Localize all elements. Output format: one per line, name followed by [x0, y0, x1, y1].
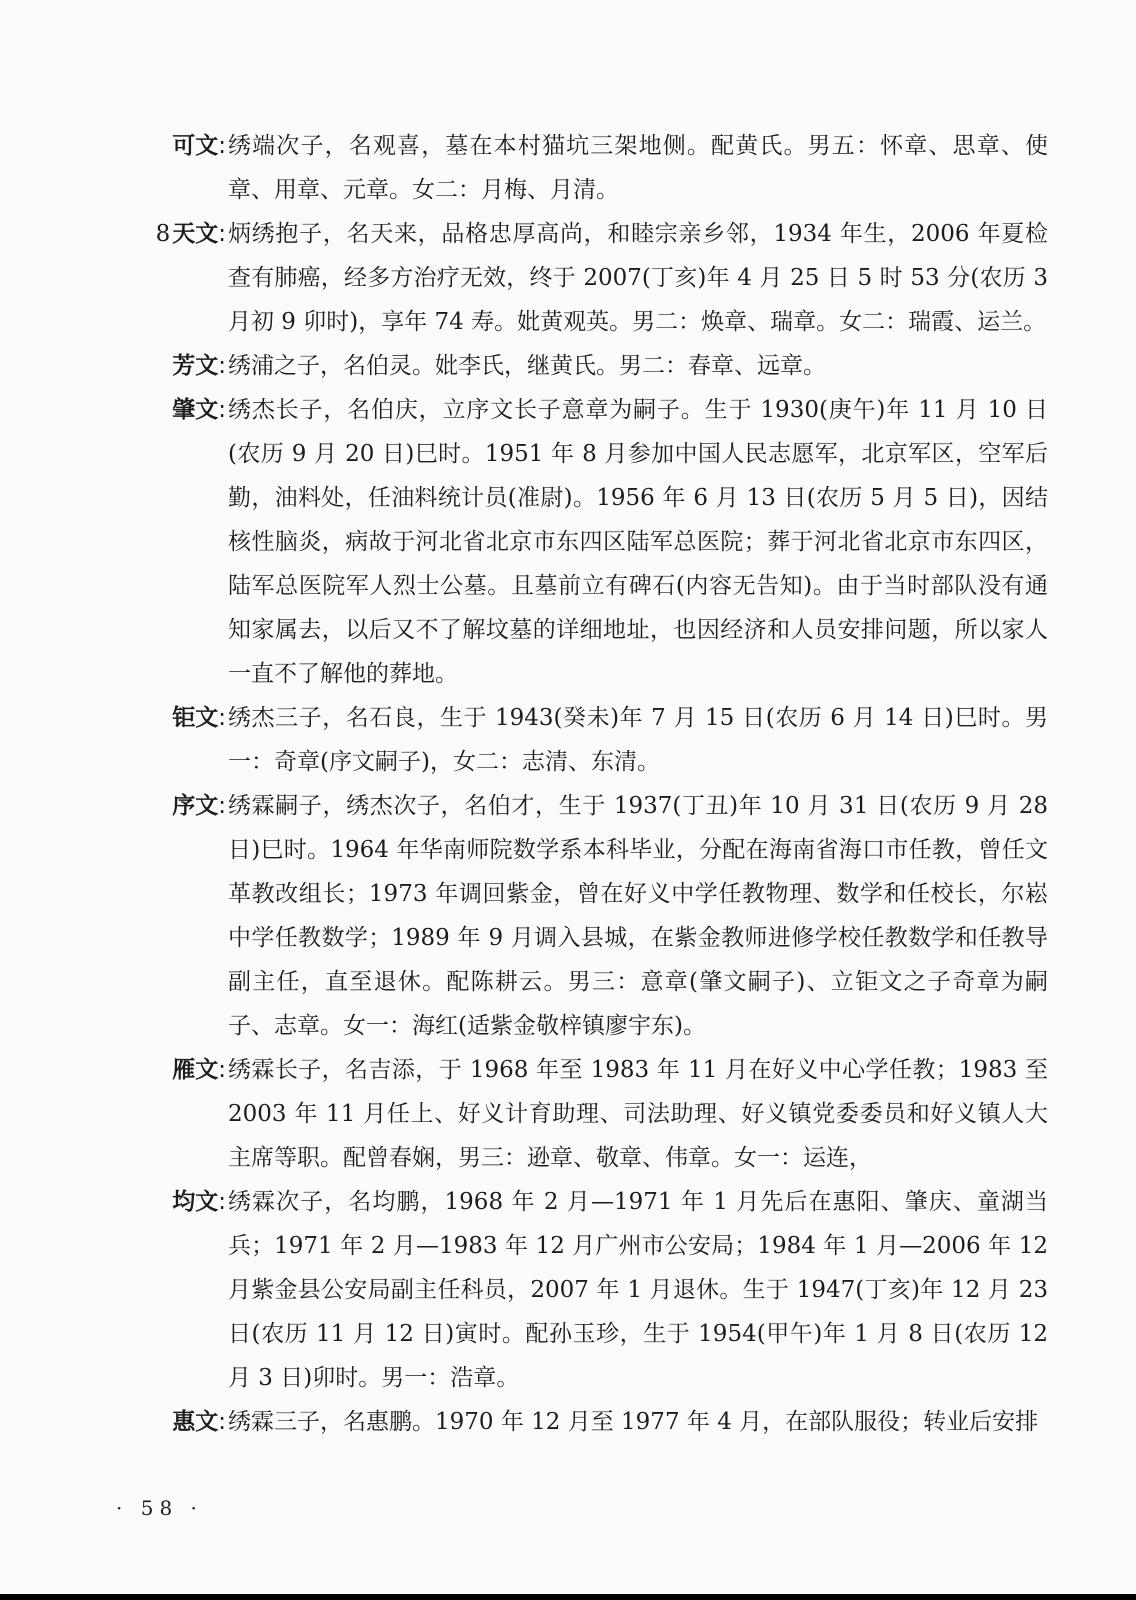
entry-colon: :	[218, 1189, 226, 1215]
entry-fangwen	[143, 344, 1048, 388]
entry-head	[143, 344, 226, 388]
page-number: · 58 ·	[116, 1496, 203, 1520]
entry-text: 绣杰长子，名伯庆，立序文长子意章为嗣子。生于 1930(庚午)年 11 月 10 日(农历 9 月 20 日)巳时。1951 年 8 月参加中国人民志愿军，北京军区，空军后勤，油料处，任油料统计员(准尉)。1956 年 6 月 13 日(农历 5 月 5 日)，因结核性脑炎，病故于河北省北京市东四区陆军总医院；葬于河北省北京市东四区，陆军总医院军人烈士公墓。且墓前立有碑石(内容无告知)。由于当时部队没有通知家属去，以后又不了解坟墓的详细地址，也因经济和人员安排问题，所以家人一直不了解他的葬地。	[228, 397, 1048, 687]
entry-name: 天文	[172, 221, 219, 247]
entry-name: 雁文	[172, 1057, 219, 1083]
entry-name: 惠文	[172, 1409, 219, 1435]
entry-text: 绣霖次子，名均鹏，1968 年 2 月—1971 年 1 月先后在惠阳、肇庆、童湖当兵；1971 年 2 月—1983 年 12 月广州市公安局；1984 年 1 月—2006 年 12 月紫金县公安局副主任科员，2007 年 1 月退休。生于 1947(丁亥)年 12 月 23 日(农历 11 月 12 日)寅时。配孙玉珍，生于 1954(甲午)年 1 月 8 日(农历 12 月 3 日)卯时。男一：浩章。	[228, 1189, 1048, 1391]
entry-juwen	[143, 696, 1048, 784]
entry-head	[143, 388, 226, 432]
entry-text: 绣端次子，名观喜，墓在本村猫坑三架地侧。配黄氏。男五：怀章、思章、使章、用章、元章。女二：月梅、月清。	[228, 133, 1048, 203]
entry-head	[143, 1180, 226, 1224]
entry-name: 均文	[172, 1189, 219, 1215]
entry-text: 绣浦之子，名伯灵。妣李氏，继黄氏。男二：春章、远章。	[228, 353, 826, 379]
entry-text: 绣霖嗣子，绣杰次子，名伯才，生于 1937(丁丑)年 10 月 31 日(农历 9 月 28 日)巳时。1964 年华南师院数学系本科毕业，分配在海南省海口市任教，曾任文革教改组长；1973 年调回紫金，曾在好义中学任教物理、数学和任校长，尔崧中学任教数学；1989 年 9 月调入县城，在紫金教师进修学校任教数学和任教导副主任，直至退休。配陈耕云。男三：意章(肇文嗣子)、立钜文之子奇章为嗣子、志章。女一：海红(适紫金敬梓镇廖宇东)。	[228, 793, 1048, 1039]
genealogy-entries	[143, 124, 1048, 1444]
entry-junwen	[143, 1180, 1048, 1400]
entry-yanwen	[143, 1048, 1048, 1180]
entry-head	[143, 784, 226, 828]
entry-name: 芳文	[172, 353, 219, 379]
entry-colon: :	[218, 397, 226, 423]
entry-name: 序文	[172, 793, 219, 819]
entry-text: 炳绣抱子，名天来，品格忠厚高尚，和睦宗亲乡邻，1934 年生，2006 年夏检查有肺癌，经多方治疗无效，终于 2007(丁亥)年 4 月 25 日 5 时 53 分(农历 3 月初 9 卯时)，享年 74 寿。妣黄观英。男二：焕章、瑞章。女二：瑞霞、运兰。	[228, 221, 1048, 335]
entry-head	[143, 212, 226, 256]
entry-colon: :	[218, 705, 226, 731]
entry-name: 肇文	[172, 397, 219, 423]
entry-text: 绣杰三子，名石良，生于 1943(癸未)年 7 月 15 日(农历 6 月 14 日)巳时。男一：奇章(序文嗣子)，女二：志清、东清。	[228, 705, 1048, 775]
entry-text: 绣霖长子，名吉添，于 1968 年至 1983 年 11 月在好义中心学任教；1983 至 2003 年 11 月任上、好义计育助理、司法助理、好义镇党委委员和好义镇人大主席等职。配曾春娴，男三：逊章、敬章、伟章。女一：运连，	[228, 1057, 1048, 1171]
entry-head	[143, 1048, 226, 1092]
entry-colon: :	[218, 793, 226, 819]
entry-kewen	[143, 124, 1048, 212]
entry-text: 绣霖三子，名惠鹏。1970 年 12 月至 1977 年 4 月，在部队服役；转业后安排	[228, 1409, 1039, 1435]
entry-colon: :	[218, 221, 226, 247]
entry-head	[143, 696, 226, 740]
entry-name: 钜文	[172, 705, 219, 731]
entry-colon: :	[218, 133, 226, 159]
entry-colon: :	[218, 1057, 226, 1083]
entry-colon: :	[218, 1409, 226, 1435]
entry-name: 可文	[172, 133, 219, 159]
entry-tianwen	[143, 212, 1048, 344]
entry-head	[143, 124, 226, 168]
entry-colon: :	[218, 353, 226, 379]
entry-head	[143, 1400, 226, 1444]
entry-xuwen	[143, 784, 1048, 1048]
entry-generation-number: 8	[155, 221, 171, 247]
scan-edge-bar	[0, 1594, 1136, 1600]
entry-huiwen	[143, 1400, 1048, 1444]
entry-zhaowen	[143, 388, 1048, 696]
